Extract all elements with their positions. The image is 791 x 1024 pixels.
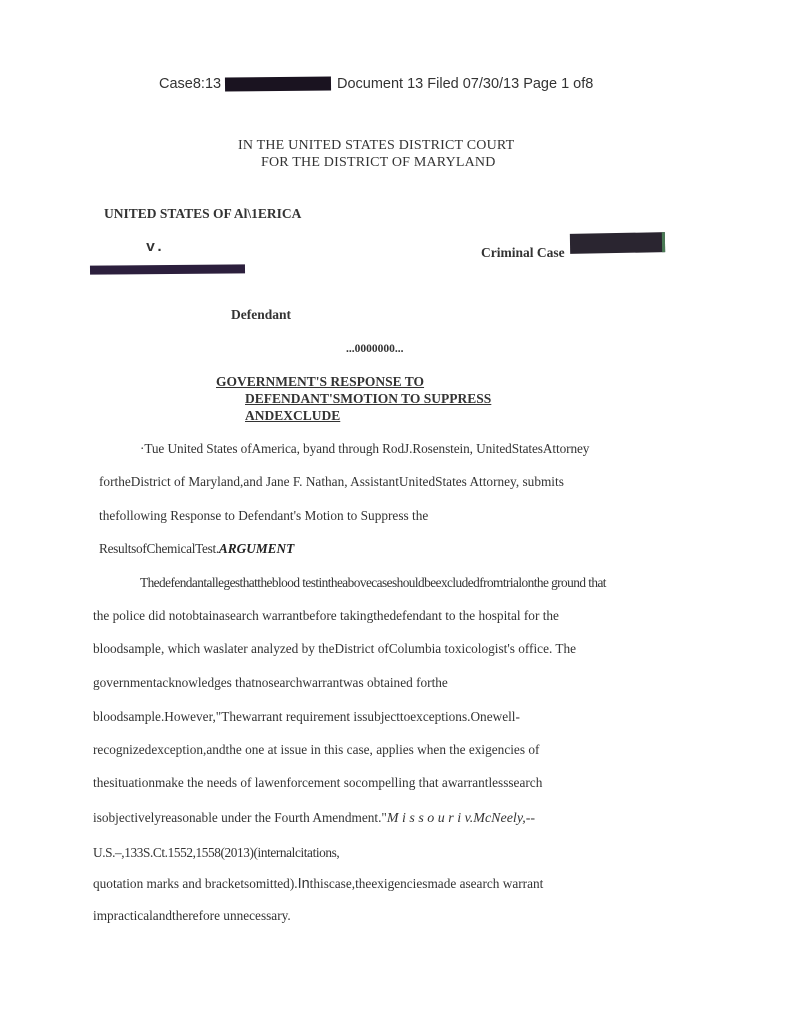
argument-line-10 (93, 876, 543, 892)
argument-line-10-text: quotation marks and bracketsomitted). (93, 876, 298, 891)
argument-line-8 (93, 810, 535, 827)
argument-line-5: bloodsample.However,"Thewarrant requirement issubjecttoexceptions.Onewell- (93, 709, 520, 724)
argument-line-3: bloodsample, which waslater analyzed by theDistrict ofColumbia toxicologist's office. The (93, 641, 577, 656)
document-title-line1 (216, 374, 424, 390)
argument-line-10-in: In (297, 876, 310, 892)
argument-line-10-rest: thiscase,theexigenciesmade asearch warrant (309, 876, 544, 891)
argument-line-8-text: isobjectivelyreasonable under the Fourth Amendment." (93, 810, 387, 825)
criminal-case-label: Criminal Case (481, 245, 565, 260)
redacted-case-number (225, 76, 331, 91)
intro-line-2: fortheDistrict of Maryland,and Jane F. Nathan, AssistantUnitedStates Attorney, submits (99, 474, 564, 489)
title-line1-text: GOVERNMENT'S RESPONSE TO (216, 374, 425, 389)
document-title-line2 (245, 391, 491, 407)
defendant-label: Defendant (231, 307, 291, 322)
argument-line-4: governmentacknowledges thatnosearchwarrantwas obtained forthe (93, 675, 448, 690)
versus-label: v. (146, 239, 165, 256)
argument-line-11: impracticalandtherefore unnecessary. (93, 908, 291, 923)
argument-line-1: Thedefendantallegesthattheblood testintheabovecaseshouldbeexcludedfromtrialonthe ground that (140, 575, 606, 590)
argument-heading: ARGUMENT (218, 541, 295, 556)
redacted-defendant-name (90, 264, 245, 274)
court-name-line2: FOR THE DISTRICT OF MARYLAND (261, 155, 496, 170)
case-citation-name: M i s s o u r i v.McNeely,-- (386, 811, 536, 826)
intro-line-3: thefollowing Response to Defendant's Motion to Suppress the (99, 508, 429, 523)
argument-line-9: U.S.–,133S.Ct.1552,1558(2013)(internalcitations, (93, 845, 340, 860)
caption-separator: ...0000000... (346, 343, 404, 355)
argument-line-6: recognizedexception,andthe one at issue in this case, applies when the exigencies of (93, 742, 540, 757)
case-number-prefix: Case8:13 (159, 76, 222, 92)
intro-line-4-text: ResultsofChemicalTest. (99, 541, 219, 556)
title-line3-text: ANDEXCLUDE (245, 408, 341, 423)
intro-line-4 (99, 541, 294, 557)
document-filing-info: Document 13 Filed 07/30/13 Page 1 of8 (337, 76, 594, 92)
argument-line-7: thesituationmake the needs of lawenforcement socompelling that awarrantlesssearch (93, 775, 543, 790)
document-title-line3 (245, 408, 340, 424)
court-name-line1: IN THE UNITED STATES DISTRICT COURT (238, 138, 515, 153)
intro-line-1: ·Tue United States ofAmerica, byand through RodJ.Rosenstein, UnitedStatesAttorney (140, 441, 590, 456)
title-line2-text: DEFENDANT'SMOTION TO SUPPRESS (245, 391, 492, 406)
argument-line-2: the police did notobtainasearch warrantbefore takingthedefendant to the hospital for the (93, 608, 559, 623)
plaintiff-name: UNITED STATES OF Al\1ERICA (104, 206, 302, 221)
redacted-criminal-case-number (570, 232, 665, 254)
